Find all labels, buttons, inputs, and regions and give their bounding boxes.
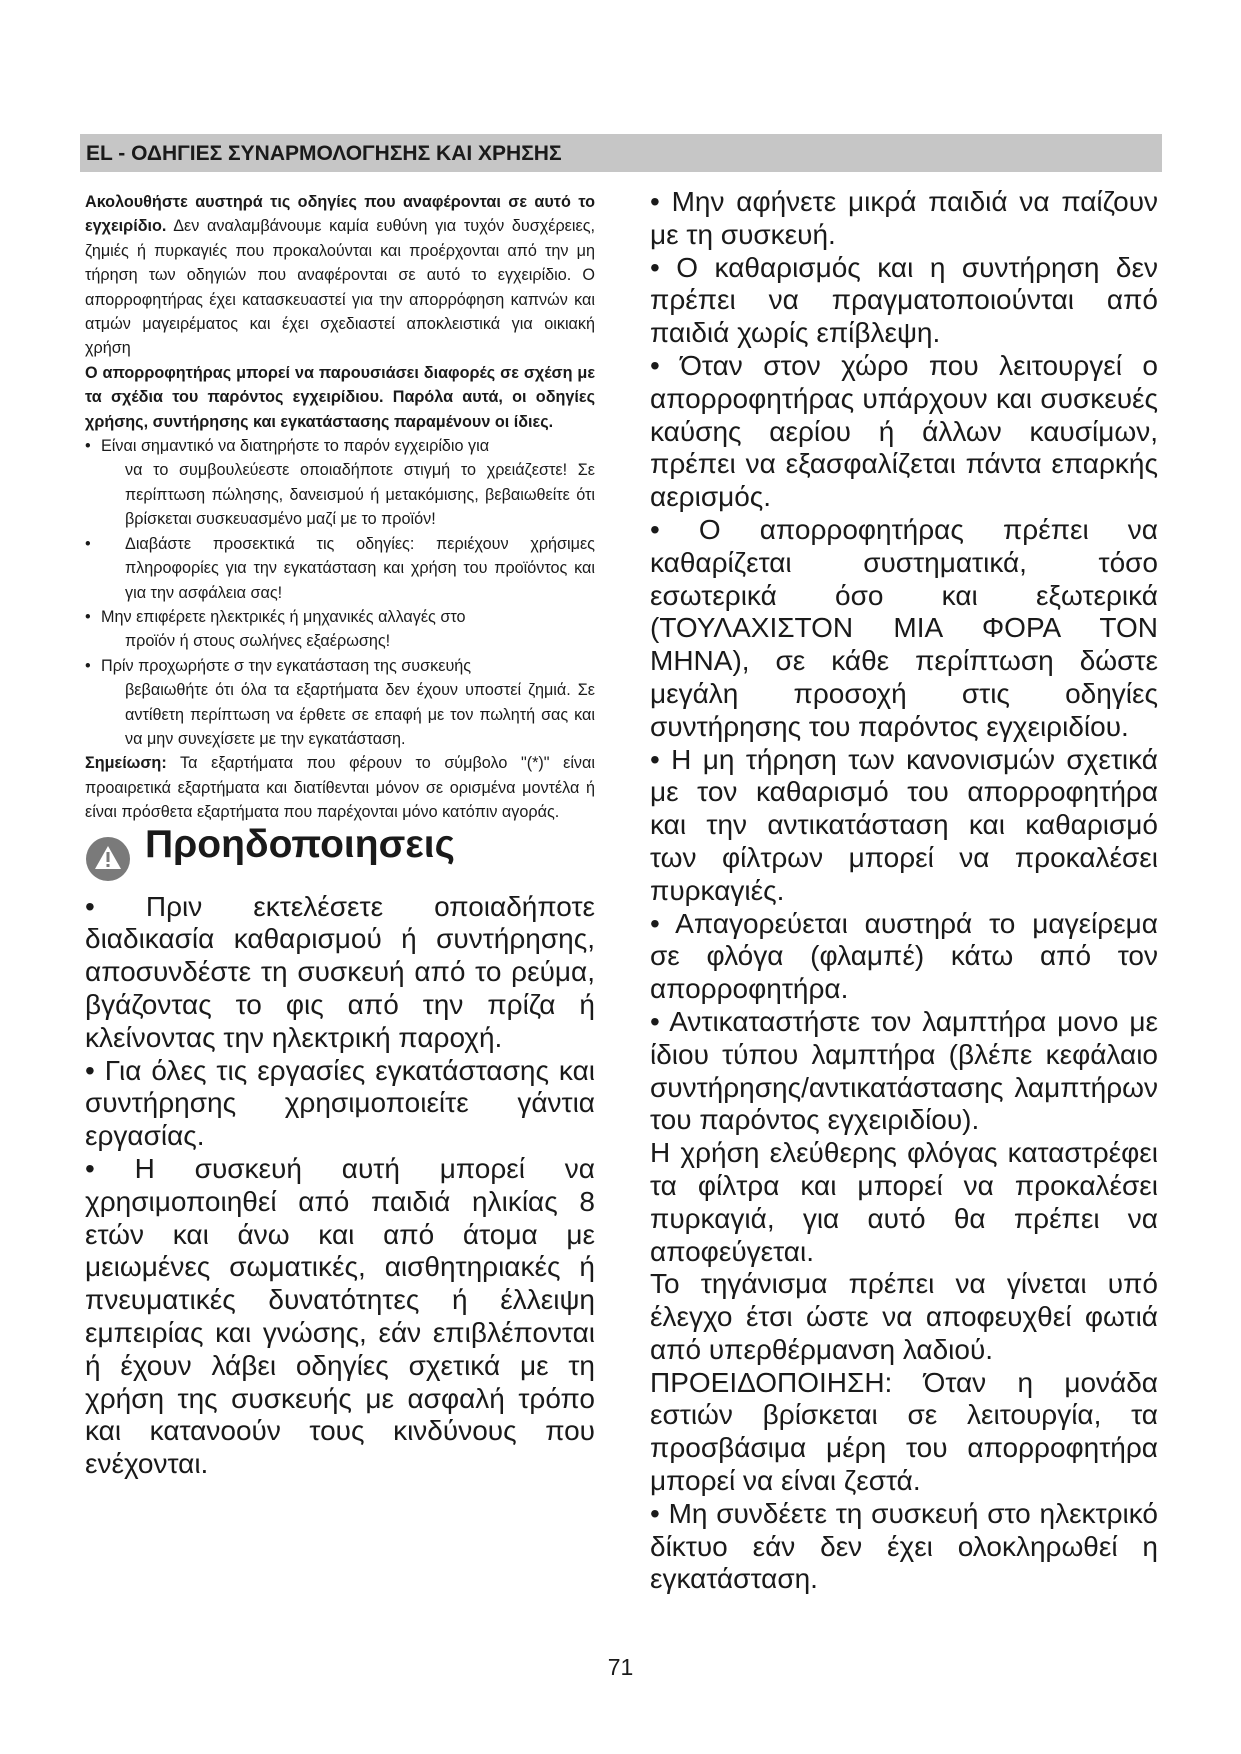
variation-notice: Ο απορροφητήρας μπορεί να παρουσιάσει διαφορές σε σχέση με τα σχέδια του παρόντος εγχειρίδιου. Παρόλα αυτά, οι οδηγίες χρήσης, συντήρησης και εγκατάστασης παραμένουν οι ίδιες. bbox=[85, 363, 595, 431]
warning-paragraph: • Πριν εκτελέσετε οποιαδήποτε διαδικασία καθαρισμού ή συντήρησης, αποσυνδέστε τη συσκευή από το ρεύμα, βγάζοντας το φις από την πρίζα ή κλείνοντας την ηλεκτρική παροχή. bbox=[85, 890, 595, 1053]
page-number: 71 bbox=[607, 1654, 634, 1680]
warning-paragraph: • Η μη τήρηση των κανονισμών σχετικά με τον καθαρισμό του απορροφητήρα και την αντικατάσταση και καθαρισμό των φίλτρων μπορεί να προκαλέσει πυρκαγιές. bbox=[650, 743, 1158, 906]
note-text: Τα εξαρτήματα που φέρουν το σύμβολο "(*)" είναι προαιρετικά εξαρτήματα και διατίθενται μόνον σε ορισμένα μοντέλα ή είναι πρόσθετα εξαρτήματα που παρέχονται μόνο κατόπιν αγοράς. bbox=[85, 754, 595, 822]
note-paragraph bbox=[85, 751, 595, 824]
intro-paragraph bbox=[85, 190, 595, 361]
warning-paragraph: • Όταν στον χώρο που λειτουργεί ο απορροφητήρας υπάρχουν και συσκευές καύσης αερίου ή άλλων καυσίμων, πρέπει να εξασφαλίζεται πάντα επαρκής αερισμός. bbox=[650, 349, 1158, 513]
warning-paragraph: ΠΡΟΕΙΔΟΠΟΙΗΣΗ: Όταν η μονάδα εστιών βρίσκεται σε λειτουργία, τα προσβάσιμα μέρη του απορροφητήρα μπορεί να είναι ζεστά. bbox=[650, 1366, 1158, 1497]
warning-paragraph: • Αντικαταστήστε τον λαμπτήρα μονο με ίδιου τύπου λαμπτήρα (βλέπε κεφάλαιο συντήρησης/αντικατάστασης λαμπτήρων του παρόντος εγχειριδίου). bbox=[650, 1005, 1158, 1136]
warning-paragraph: • Η συσκευή αυτή μπορεί να χρησιμοποιηθεί από παιδιά ηλικίας 8 ετών και άνω και από άτομα με μειωμένες σωματικές, αισθητηριακές ή πνευματικές δυνατότητες ή έλλειψη εμπειρίας και γνώσης, εάν επιβλέπονται ή έχουν λάβει οδηγίες σχετικά με τη χρήση της συσκευής με ασφαλή τρόπο και κατανοούν τους κινδύνους που ενέχονται. bbox=[85, 1152, 595, 1480]
list-item: • Διαβάστε προσεκτικά τις οδηγίες: περιέχουν χρήσιμες πληροφορίες για την εγκατάσταση και χρήση του προϊόντος και για την ασφάλεια σας! bbox=[85, 532, 595, 605]
intro-bold: Ακολουθήστε αυστηρά τις οδηγίες που αναφέρονται σε αυτό το εγχειρίδιο. bbox=[85, 193, 595, 236]
section-header-bar bbox=[80, 134, 1162, 172]
warning-paragraph: • Μη συνδέετε τη συσκευή στο ηλεκτρικό δίκτυο εάν δεν έχει ολοκληρωθεί η εγκατάσταση. bbox=[650, 1497, 1158, 1595]
list-item: • Πρίν προχωρήστε σ την εγκατάσταση της συσκευής βεβαιωθήτε ότι όλα τα εξαρτήματα δεν έχουν υποστεί ζημιά. Σε αντίθετη περίπτωση να έρθετε σε επαφή με τον πωλητή σας και να μην συνεχίσετε με την εγκατάσταση. bbox=[85, 654, 595, 752]
section-header-title: EL - ΟΔΗΓΙΕΣ ΣΥΝΑΡΜΟΛΟΓΗΣΗΣ ΚΑΙ ΧΡΗΣΗΣ bbox=[86, 142, 562, 165]
bullet-icon: • bbox=[85, 607, 91, 626]
warnings-list bbox=[85, 891, 595, 1481]
note-label: Σημείωση: bbox=[85, 754, 167, 773]
warning-triangle-icon bbox=[83, 837, 133, 881]
list-item: • Είναι σημαντικό να διατηρήστε το παρόν εγχειρίδιο για να το συμβουλεύεστε οποιαδήποτε στιγμή το χρειάζεστε! Σε περίπτωση πώλησης, δανεισμού ή μετακόμισης, βεβαιωθείτε ότι βρίσκεται συσκευασμένο μαζί με το προϊόν! bbox=[85, 434, 595, 532]
bullet-icon: • bbox=[85, 437, 91, 456]
left-column bbox=[85, 190, 595, 1481]
warnings-title: Προηδοποιησεις bbox=[145, 822, 455, 866]
warning-paragraph: • Ο καθαρισμός και η συντήρηση δεν πρέπει να πραγματοποιούνται από παιδιά χωρίς επίβλεψη. bbox=[650, 251, 1158, 349]
bullet-icon: • bbox=[85, 534, 91, 553]
bullet-icon: • bbox=[85, 656, 91, 675]
list-item: • Μην επιφέρετε ηλεκτρικές ή μηχανικές αλλαγές στο προϊόν ή στους σωλήνες εξαέρωσης! bbox=[85, 605, 595, 654]
warnings-heading bbox=[85, 822, 595, 889]
warning-paragraph: Η χρήση ελεύθερης φλόγας καταστρέφει τα φίλτρα και μπορεί να προκαλέσει πυρκαγιά, για αυτό θα πρέπει να αποφεύγεται. bbox=[650, 1137, 1158, 1267]
right-column bbox=[650, 186, 1158, 1596]
warning-paragraph: • Μην αφήνετε μικρά παιδιά να παίζουν με τη συσκευή. bbox=[650, 186, 1158, 250]
warning-paragraph: • Για όλες τις εργασίες εγκατάστασης και συντήρησης χρησιμοποιείτε γάντια εργασίας. bbox=[85, 1054, 595, 1152]
warning-paragraph: • Ο απορροφητήρας πρέπει να καθαρίζεται συστηματικά, τόσο εσωτερικά όσο και εξωτερικά (ΤΟΥΛΑΧΙΣΤΟΝ ΜΙΑ ΦΟΡΑ ΤΟΝ ΜΗΝΑ), σε κάθε περίπτωση δώστε μεγάλη προσοχή στις οδηγίες συντήρησης του παρόντος εγχειριδίου. bbox=[650, 513, 1158, 742]
warning-paragraph: Το τηγάνισμα πρέπει να γίνεται υπό έλεγχο έτσι ώστε να αποφευχθεί φωτιά από υπερθέρμανση λαδιού. bbox=[650, 1268, 1158, 1365]
intro-text: Δεν αναλαμβάνουμε καμία ευθύνη για τυχόν δυσχέρειες, ζημιές ή πυρκαγιές που προκαλούνται και προέρχονται από την μη τήρηση των οδηγιών που αναφέρονται σε αυτό το εγχειρίδιο. Ο απορροφητήρας έχει κατασκευαστεί για την απορρόφηση καπνών και ατμών μαγειρέματος και έχει σχεδιαστεί αποκλειστικά για οικιακή χρήση bbox=[85, 217, 596, 358]
warning-paragraph: • Απαγορεύεται αυστηρά το μαγείρεμα σε φλόγα (φλαμπέ) κάτω από τον απορροφητήρα. bbox=[650, 907, 1158, 1005]
